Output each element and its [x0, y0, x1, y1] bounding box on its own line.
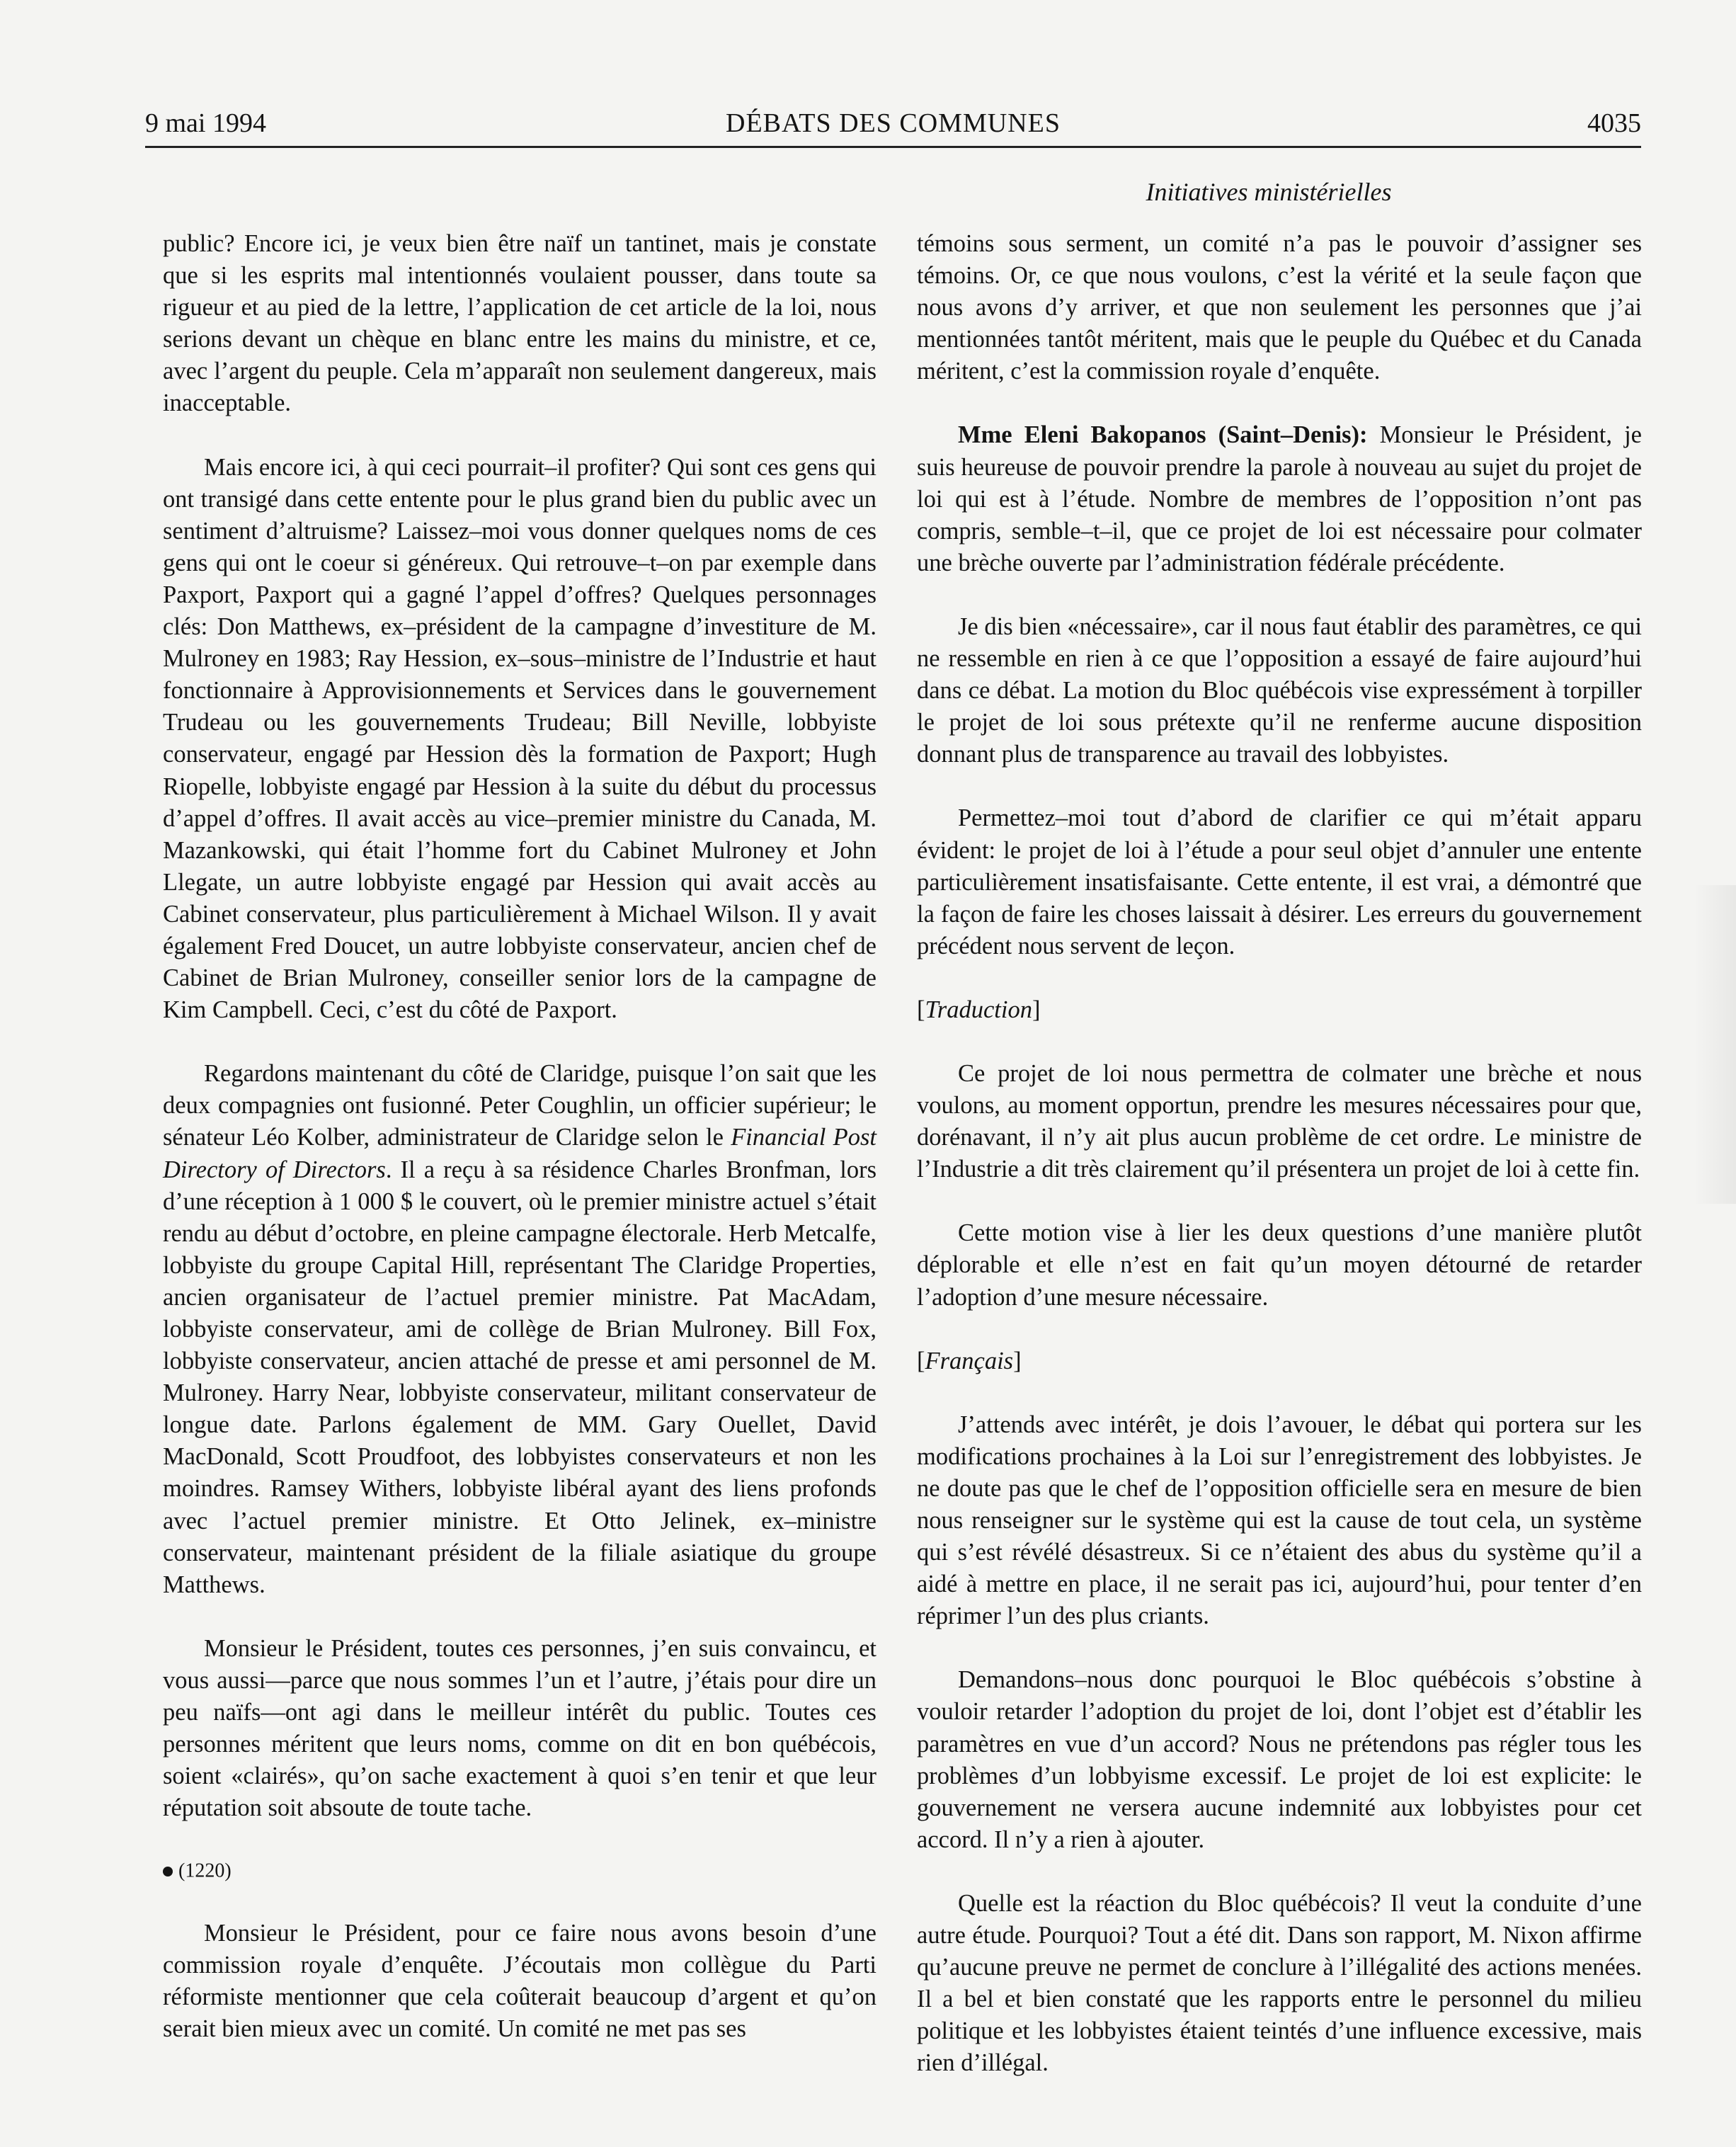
paragraph: Permettez–moi tout d’abord de clarifier ce qui m’était apparu évident: le projet de loi à l’étude a pour seul objet d’annuler une entente particulièrement insatisfaisante. Cette entente, il est vrai, a démontré que la façon de faire les choses laissait à désirer. Les erreurs du gouvernement précédent nous servent de leçon. [917, 804, 1642, 959]
paragraph: Demandons–nous donc pourquoi le Bloc québécois s’obstine à vouloir retarder l’adoption du projet de loi, dont l’objet est d’établir les paramètres en vue d’un accord? Nous ne prétendons pas régler tous les problèmes d’un lobbyisme excessif. Le projet de loi est explicite: le gouvernement ne versera aucune indemnité aux lobbyistes pour cet accord. Il n’y a rien à ajouter. [917, 1666, 1642, 1853]
time-marker-label: (1220) [178, 1860, 232, 1882]
header-rule [145, 146, 1641, 148]
paragraph: Cette motion vise à lier les deux questions d’une manière plutôt déplorable et elle n’est en fait qu’un moyen détourné de retarder l’adoption d’une mesure nécessaire. [917, 1219, 1642, 1311]
paragraph-text: . Il a reçu à sa résidence Charles Bronfman, lors d’une réception à 1 000 $ le couvert, où le premier ministre actuel s’était rendu au début d’octobre, en pleine campagne électorale. Herb Metcalfe, lobbyiste du groupe Capital Hill, représentant The Claridge Properties, ancien organisateur de l’actuel premier ministre. Pat MacAdam, lobbyiste conservateur, ami de collège de Brian Mulroney. Bill Fox, lobbyiste conservateur, ancien attaché de presse et ami personnel de M. Mulroney. Harry Near, lobbyiste conservateur, militant conservateur de longue date. Parlons également de MM. Gary Ouellet, David MacDonald, Scott Proudfoot, des lobbyistes conservateurs et non les moindres. Ramsey Withers, lobbyiste libéral ayant des liens profonds avec l’actuel premier ministre. Et Otto Jelinek, ex–ministre conservateur, maintenant président de la filiale asiatique du groupe Matthews. [163, 1156, 876, 1598]
paragraph: public? Encore ici, je veux bien être naïf un tantinet, mais je constate que si les esprits mal intentionnés voulaient pousser, dans toute sa rigueur et au pied de la lettre, l’application de cet article de la loi, nous serions devant un chèque en blanc entre les mains du ministre, et ce, avec l’argent du peuple. Cela m’apparaît non seulement dangereux, mais inacceptable. [163, 230, 876, 417]
paragraph-text: Monsieur le Président, je suis heureuse de pouvoir prendre la parole à nouveau au sujet du projet de loi qui est à l’étude. Nombre de membres de l’opposition n’ont pas compris, semble–t–il, que ce projet de loi est nécessaire pour colmater une brèche ouverte par l’administration fédérale précédente. [917, 421, 1642, 576]
paragraph [917, 419, 1642, 579]
paragraph: Monsieur le Président, pour ce faire nous avons besoin d’une commission royale d’enquête. J’écoutais mon collègue du Parti réformiste mentionner que cela coûterait beaucoup d’argent et qu’on serait bien mieux avec un comité. Un comité ne met pas ses [163, 1919, 876, 2043]
time-marker [163, 1856, 876, 1886]
section-heading: Initiatives ministérielles [1146, 178, 1392, 206]
bullet-icon [163, 1867, 173, 1877]
paragraph-text: Regardons maintenant du côté de Claridge, puisque l’on sait que les deux compagnies ont fusionné. Peter Coughlin, un officier supérieur; le sénateur Léo Kolber, administrateur de Claridge selon le [163, 1060, 876, 1151]
header-date: 9 mai 1994 [145, 108, 266, 138]
header-title: DÉBATS DES COMMUNES [726, 108, 1061, 138]
language-label-traduction: [Traduction] [917, 996, 1041, 1023]
language-label-francais: [Français] [917, 1347, 1022, 1374]
paragraph: Quelle est la réaction du Bloc québécois? Il veut la conduite d’une autre étude. Pourquoi? Tout a été dit. Dans son rapport, M. Nixon affirme qu’aucune preuve ne permet de conclure à l’illégalité des actions menées. Il a bel et bien constaté que les rapports entre le personnel du milieu politique et les lobbyistes étaient teintés d’une influence excessive, mais rien d’illégal. [917, 1889, 1642, 2077]
language-label-text: Français [925, 1347, 1014, 1374]
scan-edge-shadow [1694, 885, 1736, 1204]
speaker-name: Mme Eleni Bakopanos (Saint–Denis): [958, 421, 1368, 449]
left-column [163, 228, 876, 2077]
header-page-number: 4035 [1587, 108, 1641, 138]
publication-title: Financial Post Directory of Directors [163, 1124, 876, 1183]
paragraph [163, 1058, 876, 1601]
paragraph: J’attends avec intérêt, je dois l’avouer, le débat qui portera sur les modifications prochaines à la Loi sur l’enregistrement des lobbyistes. Je ne doute pas que le chef de l’opposition officielle sera en mesure de bien nous renseigner sur le système qui est la cause de tout cela, un système qui s’est révélé désastreux. Si ce n’étaient des abus du système qu’il a aidé à mettre en place, il ne serait pas ici, aujourd’hui, pour tenter d’en réprimer l’un des plus criants. [917, 1411, 1642, 1630]
paragraph: Mais encore ici, à qui ceci pourrait–il profiter? Qui sont ces gens qui ont transigé dans cette entente pour le plus grand bien du public avec un sentiment d’altruisme? Laissez–moi vous donner quelques noms de ces gens qui ont le coeur si généreux. Qui retrouve–t–on par exemple dans Paxport, Paxport qui a gagné l’appel d’offres? Quelques personnages clés: Don Matthews, ex–président de la campagne d’investiture de M. Mulroney en 1983; Ray Hession, ex–sous–ministre de l’Industrie et haut fonctionnaire à Approvisionnements et Services dans le gouvernement Trudeau ou les gouvernements Trudeau; Bill Neville, lobbyiste conservateur, engagé par Hession dès la formation de Paxport; Hugh Riopelle, lobbyiste engagé par Hession à la suite du début du processus d’appel d’offres. Il avait accès au vice–premier ministre du Canada, M. Mazankowski, qui était l’homme fort du Cabinet Mulroney et John Llegate, un autre lobbyiste engagé par Hession qui avait accès au Cabinet conservateur, plus particulièrement à Michael Wilson. Il y avait également Fred Doucet, un autre lobbyiste conservateur, ancien chef de Cabinet de Brian Mulroney, conseiller senior lors de la campagne de Kim Campbell. Ceci, c’est du côté de Paxport. [163, 453, 876, 1024]
page-header [145, 103, 1641, 143]
paragraph: témoins sous serment, un comité n’a pas le pouvoir d’assigner ses témoins. Or, ce que nous voulons, c’est la vérité et la seule façon que nous avons d’y arriver, et que non seulement les personnes que j’ai mentionnées tantôt méritent, mais que le peuple du Québec et du Canada méritent, c’est la commission royale d’enquête. [917, 230, 1642, 385]
paragraph: Je dis bien «nécessaire», car il nous faut établir des paramètres, ce qui ne ressemble en rien à ce que l’opposition a essayé de faire aujourd’hui dans ce débat. La motion du Bloc québécois vise expressément à torpiller le projet de loi sous prétexte qu’il ne renferme aucune disposition donnant plus de transparence au travail des lobbyistes. [917, 613, 1642, 768]
right-column [917, 228, 1642, 2112]
paragraph: Ce projet de loi nous permettra de colmater une brèche et nous voulons, au moment opportun, prendre les mesures nécessaires pour que, dorénavant, il n’y ait plus aucun problème de cet ordre. Le ministre de l’Industrie a dit très clairement qu’il présentera un projet de loi à cette fin. [917, 1059, 1642, 1183]
paragraph: Monsieur le Président, toutes ces personnes, j’en suis convaincu, et vous aussi—parce que nous sommes l’un et l’autre, j’étais pour dire un peu naïfs—ont agi dans le meilleur intérêt du public. Toutes ces personnes méritent que leurs noms, comme on dit en bon québécois, soient «clairés», qu’on sache exactement à quoi s’en tenir et que leur réputation soit absoute de toute tache. [163, 1634, 876, 1822]
language-label-text: Traduction [925, 996, 1032, 1023]
